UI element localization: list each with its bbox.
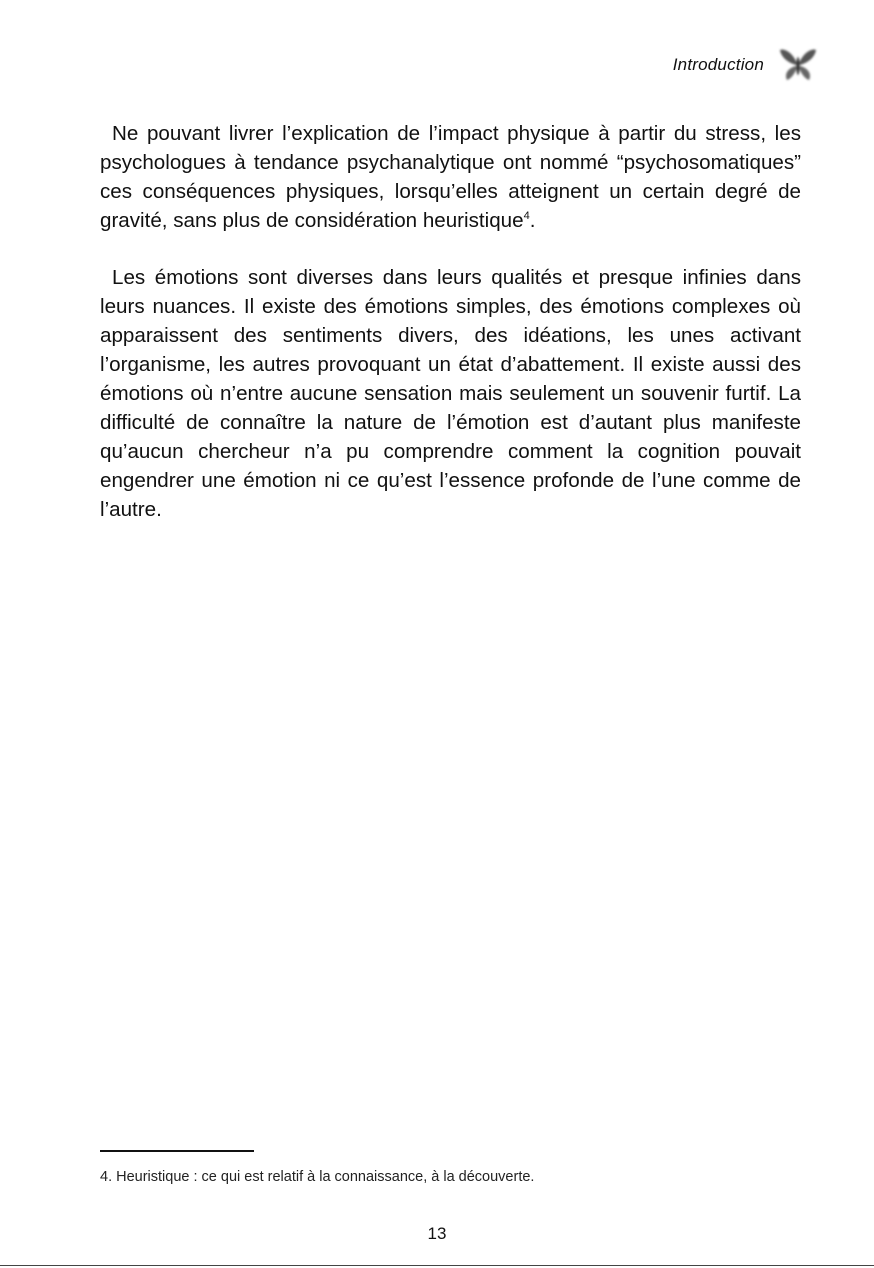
paragraph-1-end: .	[529, 209, 536, 232]
running-header-title: Introduction	[672, 55, 764, 74]
main-text	[100, 119, 801, 552]
page-bottom-edge	[0, 1265, 874, 1266]
footnote: 4. Heuristique : ce qui est relatif à la connaissance, à la découverte.	[100, 1169, 535, 1185]
footnote-divider	[100, 1150, 254, 1152]
paragraph-1-text: Ne pouvant livrer l’explication de l’impact physique à partir du stress, les psychologues à tendance psychanalytique ont nommé “psychosomatiques” ces conséquences physiques, lorsqu’elles atteignent un certain degré de gravité, sans plus de considération heuristique	[100, 122, 801, 232]
paragraph-1	[100, 119, 801, 235]
paragraph-2: Les émotions sont diverses dans leurs qualités et presque infinies dans leurs nuances. Il existe des émotions simples, des émotions complexes où apparaissent des sentiments divers, des idéations, les unes activant l’organisme, les autres provoquant un état d’abattement. Il existe aussi des émotions où n’entre aucune sensation mais seulement un souvenir furtif. La difficulté de connaître la nature de l’émotion est d’autant plus manifeste qu’aucun chercheur n’a pu comprendre comment la cognition pouvait engendrer une émotion ni ce qu’est l’essence profonde de l’une comme de l’autre.	[100, 266, 801, 521]
running-header	[673, 46, 818, 84]
page-number: 13	[427, 1224, 447, 1243]
footnote-reference: 4	[523, 210, 530, 223]
butterfly-icon	[778, 46, 818, 84]
